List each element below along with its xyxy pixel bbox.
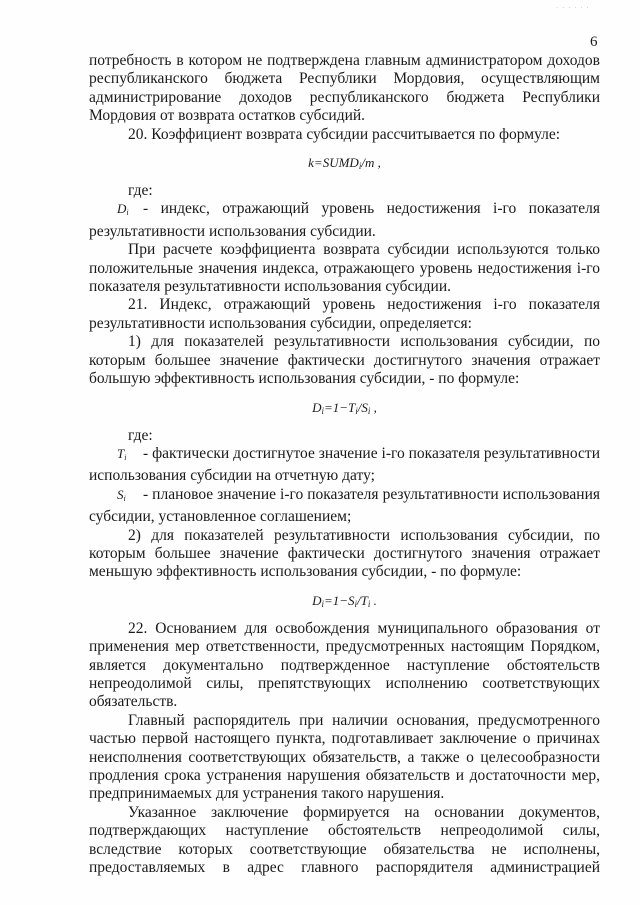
text-line: администрирование доходов республиканского бюджета Республики [89,88,600,106]
formula-punct: , [373,399,377,415]
text-line: Главный распорядитель при наличии основания, предусмотренного [128,711,600,729]
paragraph-22: 22. Основанием для освобождения муниципального образования от [128,619,600,637]
text-line: Указанное заключение формируется на основании документов, [128,803,600,821]
text-line: Мордовия от возврата остатков субсидий. [89,107,366,125]
text-line: применения мер ответственности, предусмотренных настоящим Порядком, [89,638,600,656]
text-line: республиканского бюджета Республики Мордовия, осуществляющим [89,70,600,88]
text-line: предоставляемых в адрес главного распорядителя администрацией [89,859,600,877]
variable-s: $S_i$ [117,486,126,503]
text-line: вследствие которых соответствующие обязательства не исполнены, [89,840,600,858]
definition-line: $S_i$ - плановое значение i-го показателя результативности использования [89,486,600,508]
text-line: использования субсидии на отчетную дату; [89,467,375,485]
formula-part: k=SUMD [308,155,359,171]
variable-t: $T_i$ [117,445,127,462]
text-line: подтверждающих наступление обстоятельств непреодолимой силы, [89,822,600,840]
formula-punct: , [377,155,381,171]
text-line: предпринимаемых для устранения такого нарушения. [89,785,445,803]
text-line: продления срока устранения нарушения обязательств и достаточности мер, [89,767,600,784]
text-line: является документально подтвержденное наступление обстоятельств [89,656,600,674]
document-body [89,52,600,877]
scan-artifact: · · · · · · [556,4,590,12]
text-line: 2) для показателей результативности использования субсидии, по [128,526,600,544]
formula-part: /m [361,155,375,171]
text-line: потребность в котором не подтверждена главным администратором доходов [89,52,600,69]
text-line: непреодолимой силы, препятствующих исполнению соответствующих [89,674,600,692]
text-line: 1) для показателей результативности использования субсидии, по [128,333,600,351]
variable-d: $D_i$ [117,201,129,218]
definition-line: $T_i$ - фактически достигнутое значение i-го показателя результативности [89,445,600,467]
formula-subscript: i [358,161,362,172]
text-line: субсидии, установленное соглашением; [89,508,352,526]
text-line: частью первой настоящего пункта, подготавливает заключение о причинах [89,730,600,748]
formula-coefficient [89,144,600,182]
text-line: положительные значения индекса, отражающего уровень недостижения i-го [89,259,600,277]
text-line: которым большее значение фактически достигнутого значения отражает [89,351,600,369]
definition-line: $D_i$ - индекс, отражающий уровень недостижения i-го показателя [89,200,600,222]
text-line: меньшую эффективность использования субсидии, - по формуле: [89,563,522,581]
text-line: неисполнения соответствующих обязательств, а также о целесообразности [89,748,600,766]
text-line: результативности использования субсидии. [89,222,376,240]
page-number: 6 [590,34,598,50]
text-line: При расчете коэффициента возврата субсидии используются только [128,241,600,259]
text-line: большую эффективность использования субсидии, - по формуле: [89,370,520,388]
formula-index-2: $D_i=1-S_i/T_i$ . [312,592,377,609]
formula-punct: . [373,592,377,608]
where-label: где: [128,426,153,444]
text-line: результативности использования субсидии, определяется: [89,314,472,332]
paragraph-20: 20. Коэффициент возврата субсидии рассчитывается по формуле: [128,125,561,143]
text-line: показателя результативности использования субсидии. [89,278,452,296]
paragraph-21: 21. Индекс, отражающий уровень недостижения i-го показателя [128,296,600,314]
text-line: которым большее значение фактически достигнутого значения отражает [89,544,600,562]
text-line: обязательств. [89,693,178,711]
formula-index-1: $D_i=1-T_i/S_i$ , [312,399,377,416]
where-label: где: [128,182,153,200]
